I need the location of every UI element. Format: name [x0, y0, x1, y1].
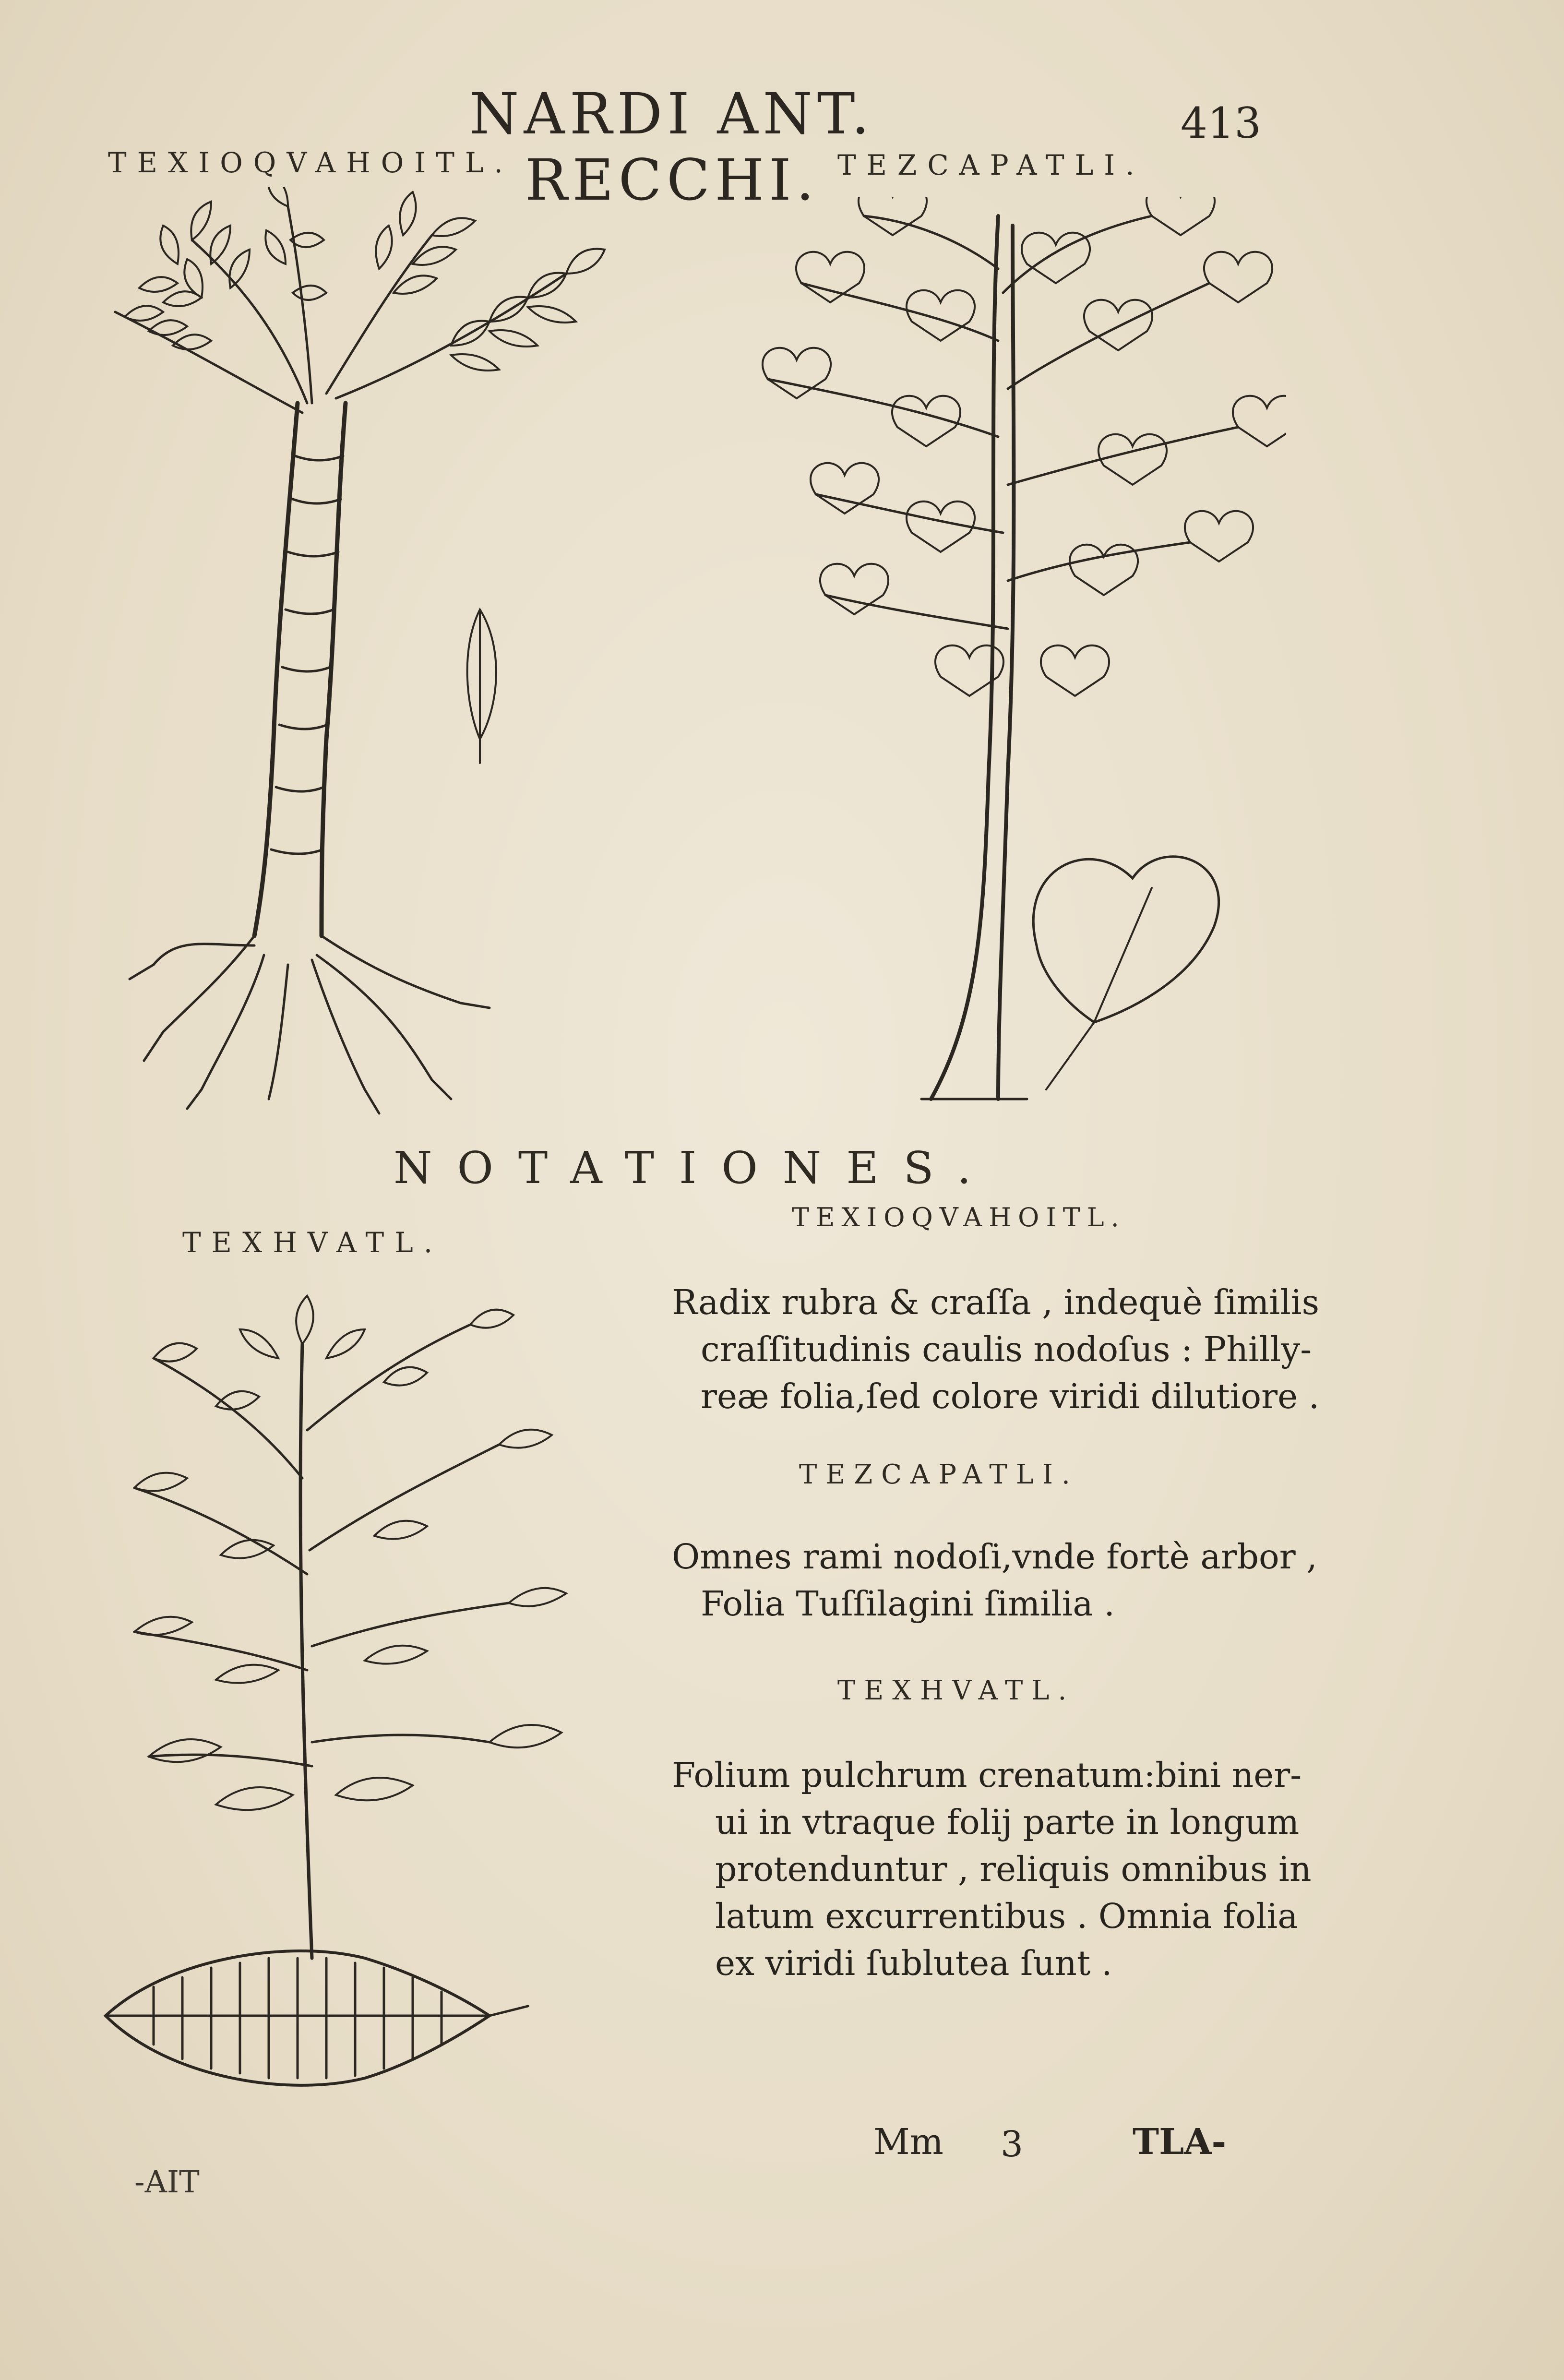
notation-text-texioqvahoitl: [672, 1279, 1319, 1420]
text-line: Folium pulchrum crenatum:bini ner-: [672, 1755, 1302, 1795]
page-number: 413: [1181, 98, 1261, 148]
notation-text-tezcapatli: [672, 1533, 1317, 1627]
figure-caption-texioqvahoitl: TEXIOQVAHOITL.: [108, 146, 513, 179]
woodcut-tezcapatli: [729, 197, 1286, 1109]
notationes-heading: NOTATIONES.: [394, 1142, 996, 1194]
text-line: craſſitudinis caulis nodoſus : Philly-: [701, 1329, 1312, 1369]
section-title-texhvatl: TEXHVATL.: [837, 1675, 1075, 1706]
figure-caption-tezcapatli: TEZCAPATLI.: [837, 149, 1145, 181]
woodcut-texhvatl: [96, 1286, 576, 2131]
running-head: NARDI ANT. RECCHI.: [469, 81, 874, 213]
text-line: Omnes rami nodoſi,vnde fortè arbor ,: [672, 1537, 1317, 1577]
woodcut-texioqvahoitl: [96, 187, 624, 1123]
section-title-texioqvahoitl: TEXIOQVAHOITL.: [792, 1202, 1126, 1232]
text-line: protenduntur , reliquis omnibus in: [715, 1849, 1312, 1889]
text-line: latum excurrentibus . Omnia folia: [715, 1896, 1298, 1936]
section-title-tezcapatli: TEZCAPATLI.: [799, 1459, 1079, 1490]
text-line: reæ folia,ſed colore viridi dilutiore .: [701, 1376, 1320, 1416]
text-line: ex viridi ſublutea ſunt .: [715, 1943, 1112, 1983]
text-line: Radix rubra & craſſa , indequè ſimilis: [672, 1282, 1320, 1322]
notation-text-texhvatl: [672, 1752, 1312, 1987]
signature-mark: Mm: [873, 2121, 943, 2163]
signature-number: 3: [1001, 2124, 1024, 2165]
text-line: Folia Tuſſilagini ſimilia .: [701, 1584, 1115, 1624]
text-line: ui in vtraque folij parte in longum: [715, 1802, 1300, 1842]
mirrored-mark: -AIT: [134, 2165, 200, 2200]
figure-caption-texhvatl: TEXHVATL.: [182, 1226, 443, 1259]
catchword: TLA-: [1133, 2121, 1227, 2163]
